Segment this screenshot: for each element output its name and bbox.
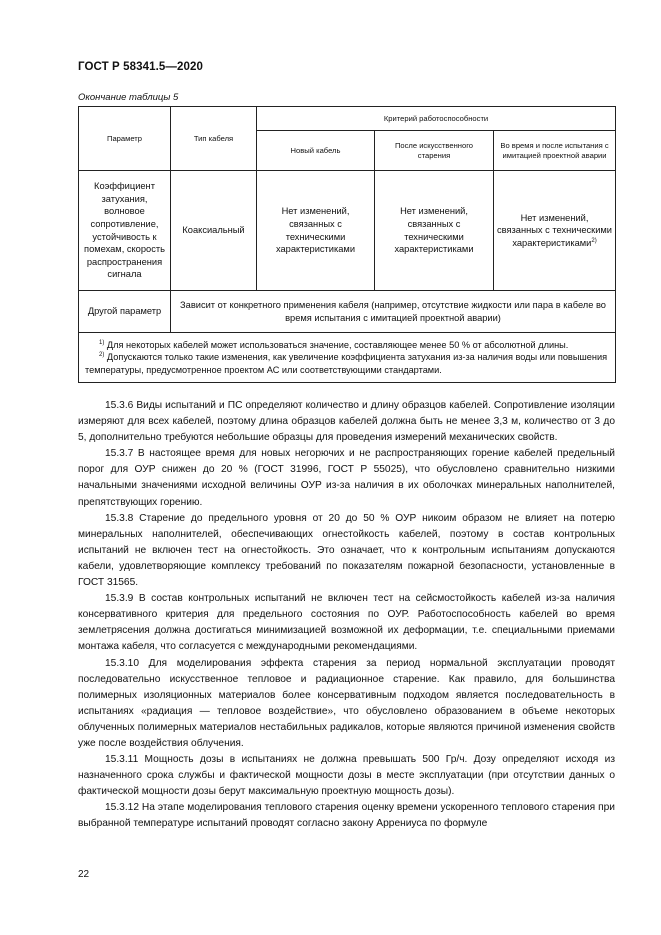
footnote-mark: 1) [99, 339, 105, 346]
footnote-text: Допускаются только такие изменения, как увеличение коэффициента затухания из-за наличия воды или повышения температуры, предусмотренное проектом АС или соответствующими стандартами. [85, 352, 608, 375]
cell-cable-type: Коаксиальный [171, 171, 257, 291]
header-cable-type: Тип кабеля [171, 107, 257, 171]
document-header: ГОСТ Р 58341.5—2020 [78, 61, 203, 73]
cell-during-test-text: Нет изменений, связанных с техническими характеристиками [497, 212, 612, 248]
table-footnotes [79, 333, 616, 383]
header-new-cable: Новый кабель [257, 131, 375, 171]
performance-criteria-table [78, 106, 616, 383]
cell-new-cable: Нет изменений, связанных с техническими характеристиками [257, 171, 375, 291]
footnote-ref: 2) [591, 237, 597, 244]
paragraph-15-3-6: 15.3.6 Виды испытаний и ПС определяют количество и длину образцов кабелей. Сопротивление изоляции измеряют для всех кабелей, поэтому длина образцов кабелей должна быть не менее 3,3 м, количество от 3 до 5, дополнительно требуются небольшие образцы для проведения измерений механических свойств. [78, 400, 615, 444]
cell-during-test [494, 171, 616, 291]
footnote-1 [85, 339, 610, 352]
cell-merged-criterion: Зависит от конкретного применения кабеля (например, отсутствие жидкости или пара в кабеле во время испытания с имитацией проектной аварии) [171, 291, 616, 333]
cell-parameter: Другой параметр [79, 291, 171, 333]
footnote-mark: 2) [99, 352, 105, 359]
header-after-aging: После искусственного старения [375, 131, 494, 171]
footnote-text: Для некоторых кабелей может использоваться значение, составляющее менее 50 % от абсолютной длины. [106, 339, 569, 350]
table-row [79, 171, 616, 291]
table-caption: Окончание таблицы 5 [78, 92, 179, 103]
body-text [78, 398, 615, 833]
table-row [79, 291, 616, 333]
page-number: 22 [78, 869, 90, 880]
paragraph-15-3-11: 15.3.11 Мощность дозы в испытаниях не должна превышать 500 Гр/ч. Дозу определяют исходя из назначенного срока службы и фактической мощности дозы в месте эксплуатации (при отсутствии данных о фактической мощности дозы берут максимальную проектную мощность дозы). [78, 754, 615, 798]
header-parameter: Параметр [79, 107, 171, 171]
paragraph-15-3-10: 15.3.10 Для моделирования эффекта старения за период нормальной эксплуатации проводят последовательно искусственное тепловое и радиационное старение. Как правило, для большинства полимерных изоляционных материалов более консервативным подходом является последовательность в испытаниях «радиация — тепловое воздействие», что обусловлено образованием в объеме некоторых облученных полимерных материалов нестабильных радикалов, которые являются причиной изменения свойств уже после воздействия облучения. [78, 657, 615, 749]
paragraph-15-3-12: 15.3.12 На этапе моделирования теплового старения оценку времени ускоренного теплового старения при выбранной температуре испытаний проводят согласно закону Аррениуса по формуле [78, 802, 615, 830]
footnote-2 [85, 351, 610, 376]
header-criterion: Критерий работоспособности [257, 107, 616, 131]
header-during-test: Во время и после испытания с имитацией проектной аварии [494, 131, 616, 171]
paragraph-15-3-8: 15.3.8 Старение до предельного уровня от 20 до 50 % ОУР никоим образом не влияет на потерю минеральных наполнителей, обеспечивающих огнестойкость кабелей, поэтому в состав контрольных испытаний не включен тест на огнестойкость. Это означает, что к контрольным испытаниям допускаются кабели, удовлетворяющие комплексу требований по показателям пожарной безопасности, установленные в ГОСТ 31565. [78, 512, 615, 589]
paragraph-15-3-9: 15.3.9 В состав контрольных испытаний не включен тест на сейсмостойкость кабелей из-за наличия консервативного критерия для предельного состояния по ОУР. Работоспособность кабелей во время землетрясения должна достигаться минимизацией возможной их деформации, т.е. специальными приемами монтажа кабеля, что согласуется с международными рекомендациями. [78, 593, 615, 653]
cell-parameter: Коэффициент затухания, волновое сопротивление, устойчивость к помехам, скорость распространения сигнала [79, 171, 171, 291]
cell-after-aging: Нет изменений, связанных с техническими характеристиками [375, 171, 494, 291]
paragraph-15-3-7: 15.3.7 В настоящее время для новых негорючих и не распространяющих горение кабелей предельный порог для ОУР снижен до 20 % (ГОСТ 31996, ГОСТ Р 55025), что обусловлено сравнительно низкими начальными значениями исходной величины ОУР из-за наличия в их оболочках минеральных наполнителей, препятствующих горению. [78, 448, 615, 508]
